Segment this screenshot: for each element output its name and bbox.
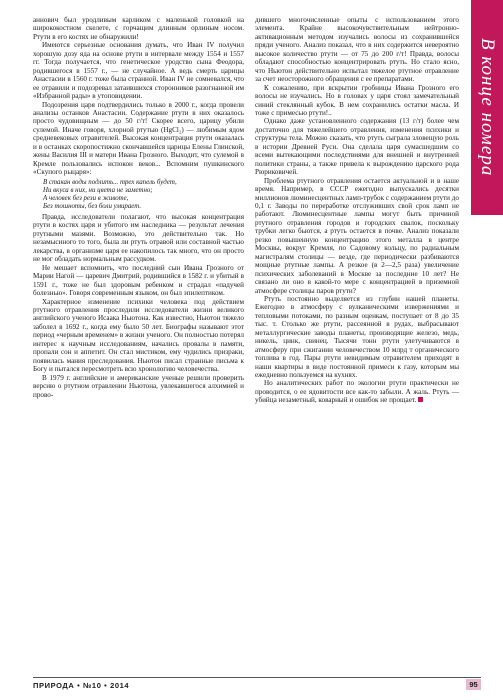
section-banner-label: В конце номера bbox=[477, 38, 498, 177]
paragraph: Подозрения царя подтвердились только в 2000 г., когда провели анализы останков Анастасии. Содержание ртути в них оказалось просто чудовищным — до 50 г/т! Скорее всего, царицу убили сулемой. Иначе говоря, хлорной ртутью (HgCl₂) — любимым ядом средневековых отравителей. Высокая концентрация ртути оказалась и в останках скоропостижно скончавшейся царицы Елены Глинской, жены Василия III и матери Ивана Грозного. Выходит, что сулемой в Кремле пользовались испокон веков... Вспомним пушкинского «Скупого рыцаря»: bbox=[33, 100, 244, 177]
paragraph: Не мешает вспомнить, что последний сын Ивана Грозного от Марии Нагой — царевич Дмитрий, родившийся в 1582 г. и убитый в 1591 г., тоже не был здоровым ребенком и страдал «падучей болезнью». Говоря современным языком, он был эпилептиком. bbox=[33, 263, 244, 298]
paragraph: дившего многочисленные опыты с использованием этого элемента. Крайне высокочувствительным нейтронно-активационным методом изучались волосы из сохранившейся пряди ученого. Анализ показал, что в них содержится невероятно высокое количество ртути — от 75 до 200 г/т! Правда, волосы обладают способностью концентрировать ртуть. Но стало ясно, что Ньютон действительно испытал тяжелое ртутное отравление за счет неосторожного обращения с ее препаратами. bbox=[255, 16, 459, 84]
poem-line: А человек без рези в животе, bbox=[43, 194, 129, 202]
poem-line: В стакан воды подлить... трех капель будет, bbox=[43, 178, 177, 186]
paragraph: К сожалению, при вскрытии гробницы Ивана Грозного его волосы не изучались. Но в головах у царя стоял замечательный синий стеклянный кубок. В нем сохранились остатки масла. И тоже с примесью ртути!.. bbox=[255, 83, 459, 117]
paragraph: аннович был уродливым карликом с маленькой головкой на ширококостном скелете, с горчащим длинным орлиным носом. Ртути в его костях не обнаружили! bbox=[33, 16, 244, 41]
journal-issue: ПРИРОДА • №10 • 2014 bbox=[33, 681, 130, 690]
paragraph: Характерное изменение психики человека под действием ртутного отравления проследили исследователи жизни великого английского ученого Исаака Ньютона. Как известно, Ньютон тяжело заболел в 1692 г., когда ему было 50 лет. Биографы называют этот период «черным временем» в жизни ученого. Он полностью потерял интерес к научным исследованиям, начались провалы в памяти, пропали сон и аппетит. Он стал мистиком, ему чудились призраки, появилась мания преследования. Ньютон писал странные письма к Богу и пытался пересмотреть всю хронологию человечества. bbox=[33, 297, 244, 374]
final-text: Но аналитических работ по экологии ртути практически не проводится, о ее ядовитости все как-то забыли. А жаль. Ртуть — убийца незаметный, коварный и ошибок не прощает. bbox=[255, 379, 459, 405]
poem-line: Ни вкуса в них, ни цвета не заметно; bbox=[43, 186, 153, 194]
page-footer bbox=[33, 677, 481, 692]
end-mark-icon bbox=[418, 397, 423, 402]
paragraph: Проблема ртутного отравления остается актуальной и в наше время. Например, в СССР ежегодно выпускались десятки миллионов люминесцентных ламп-трубок с содержанием ртути до 0,1 г. Заводы по переработке отслуживших свой срок ламп не работают. Люминесцентные лампы могут быть причиной ртутного отравления городов и городских свалок, поскольку трубки легко бьются, а ртуть остается в почве. Анализ показали резко повышенную концентрацию этого металла в центре Москвы, вокруг Кремля, по Садовому кольцу, по радиальным магистралям столицы — везде, где периодически разбиваются мощные ртутные лампы. А резкое (в 2—2,5 раза) увеличение психических заболеваний в Москве за последние 10 лет? Не связано ли оно в какой-то мере с концентрацией в приземной атмосфере столицы паров ртути? bbox=[255, 176, 459, 295]
poem-line: Без тошноты, без боли умирает. bbox=[43, 202, 142, 210]
paragraph: Правда, исследователи полагают, что высокая концентрация ртути в костях царя и убитого им наследника — результат лечения ртутными мазями. Возможно, это действительно так. Но незамысиного то того, была ли ртуть отравой или составной частью лекарства, в организме царя ее накопилось так много, что он просто не мог обладать нормальным рассудком. bbox=[33, 212, 244, 264]
paragraph-final bbox=[255, 379, 459, 404]
left-column bbox=[33, 16, 244, 399]
poem-quote bbox=[43, 179, 244, 211]
paragraph: Имеются серьезные основания думать, что Иван IV получил хорошую дозу яда на основе ртути в интервале между 1554 и 1557 гг. Тогда получается, что генетическое уродство сына Феодора, родившегося в 1557 г., — не случайное. А ведь смерть царицы Анастасии в 1560 г. тоже была странной. Иван IV не сомневался, что ее отравили и подозревал затаившихся сторонников разогнанной им «Избранной рады» в утоповидении. bbox=[33, 41, 244, 101]
section-banner bbox=[471, 0, 503, 215]
paragraph: Однако даже установленного содержания (13 г/т) более чем достаточно для тяжелейшего отравления, изменения психики и структуры тела. Можно сказать, что ртуть сыграла зловещую роль в истории Древней Руси. Она сделала царя сумасшедшим со всеми вытекающими последствиями для внешней и внутренней политики страны, а также привела к вырождению царского рода Рюриковичей. bbox=[255, 117, 459, 177]
paragraph: В 1979 г. английские и американские ученые решили проверить версию о ртутном отравлении Ньютона, увлекавшегося алхимией и прово- bbox=[33, 373, 244, 399]
right-column bbox=[255, 16, 459, 405]
page-number: 95 bbox=[466, 679, 481, 690]
paragraph: Ртуть постоянно выделяется из глубин нашей планеты. Ежегодно в атмосферу с вулканическими извержениями и тепловыми потоками, по разным оценкам, поступает от 8 до 35 тыс. т. Столько же ртути, рассеянной в рудах, выбрасывают металлургические заводы планеты, производящие железо, медь, никель, цинк, свинец. Тысячи тонн ртути улетучиваются в атмосферу при сжигании человечеством 10 млрд т органического топлива в год. Пары ртути невидимым отравителем приходят в наши квартиры в виде постоянной примеси к газу, которым мы ежедневно пользуемся на кухнях. bbox=[255, 294, 459, 380]
